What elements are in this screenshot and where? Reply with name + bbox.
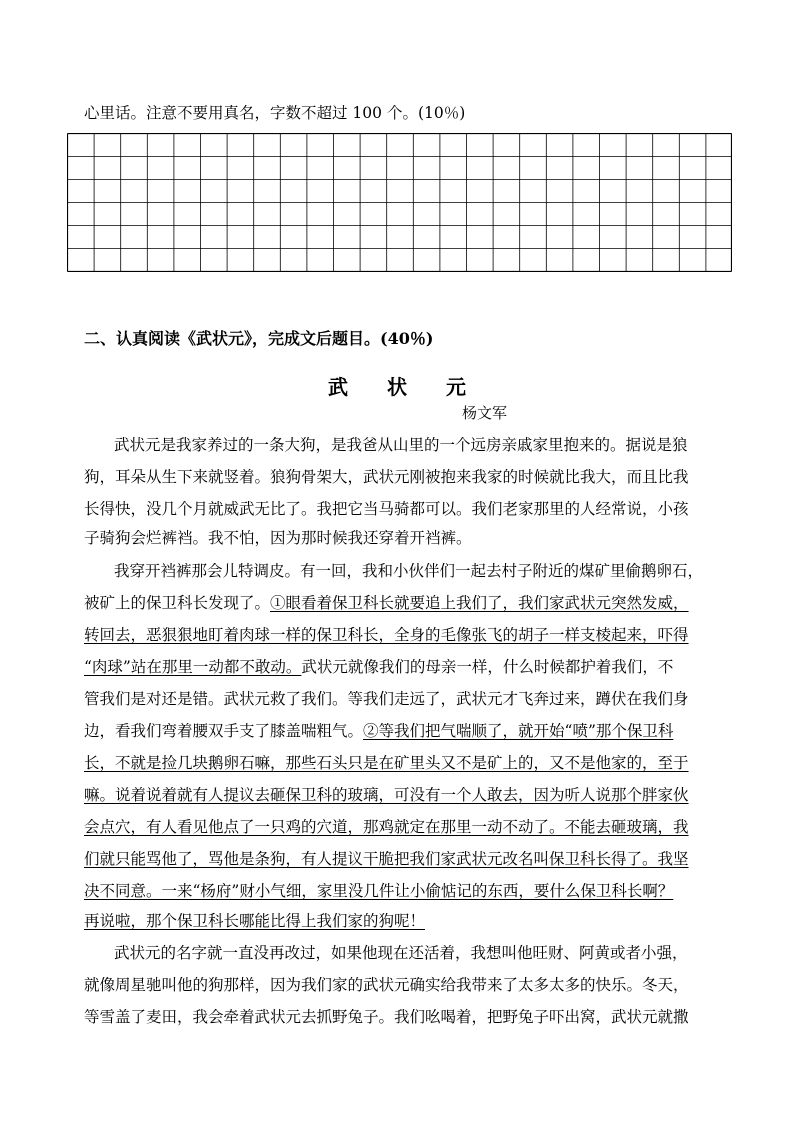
article-author: 杨文军 — [462, 404, 508, 422]
underlined-passage-2: 决不同意。一来“杨府”财小气细，家里没几件让小偷惦记的东西，要什么保卫科长啊？ — [84, 882, 674, 900]
underlined-passage-1: “肉球”站在那里一动都不敢动。 — [84, 658, 302, 676]
paragraph-line: 武状元的名字就一直没再改过，如果他现在还活着，我想叫他旺财、阿黄或者小强， — [114, 944, 688, 962]
writing-grid[interactable] — [67, 133, 732, 272]
section-heading: 二、认真阅读《武状元》，完成文后题目。(40％) — [84, 329, 434, 348]
paragraph-line: 武状元是我家养过的一条大狗，是我爸从山里的一个远房亲戚家里抱来的。据说是狼 — [114, 436, 688, 454]
article-title: 武 状 元 — [328, 375, 482, 399]
underlined-passage-2: 会点穴，有人看见他点了一只鸡的穴道，那鸡就定在那里一动不动了。不能去砸玻璃，我 — [84, 818, 689, 836]
underlined-passage-2: ②等我们把气喘顺了，就开始“喷”那个保卫科 — [363, 722, 674, 740]
underlined-passage-1: 转回去，恶狠狠地盯着肉球一样的保卫科长，全身的毛像张飞的胡子一样支棱起来，吓得 — [84, 626, 689, 644]
paragraph-line: 长得快，没几个月就威武无比了。我把它当马骑都可以。我们老家那里的人经常说，小孩 — [84, 500, 689, 518]
paragraph-line: 狗，耳朵从生下来就竖着。狼狗骨架大，武状元刚被抱来我家的时候就比我大，而且比我 — [84, 468, 689, 486]
paragraph-line — [84, 593, 724, 613]
paragraph-line — [84, 657, 724, 677]
paragraph-line: 我穿开裆裤那会儿特调皮。有一回，我和小伙伴们一起去村子附近的煤矿里偷鹅卵石， — [114, 562, 704, 580]
paragraph-line: 管我们是对还是错。武状元救了我们。等我们走远了，武状元才飞奔过来，蹲伏在我们身 — [84, 690, 689, 708]
underlined-passage-2: 再说啦，那个保卫科长哪能比得上我们家的狗呢！ — [84, 912, 426, 930]
text-segment: 边，看我们弯着腰双手支了膝盖喘粗气。 — [84, 722, 364, 740]
paragraph-line: 子骑狗会烂裤裆。我不怕，因为那时候我还穿着开裆裤。 — [84, 529, 472, 547]
paragraph-line: 等雪盖了麦田，我会牵着武状元去抓野兔子。我们吆喝着，把野兔子吓出窝，武状元就撒 — [84, 1008, 689, 1026]
paragraph-line — [84, 721, 724, 741]
underlined-passage-2: 长，不就是捡几块鹅卵石嘛，那些石头只是在矿里头又不是矿上的，又不是他家的，至于 — [84, 754, 689, 772]
underlined-passage-2: 嘛。说着说着就有人提议去砸保卫科的玻璃，可没有一个人敢去，因为听人说那个胖家伙 — [84, 786, 689, 804]
underlined-passage-1: ①眼看着保卫科长就要追上我们了，我们家武状元突然发威， — [270, 594, 689, 612]
paragraph-line: 就像周星驰叫他的狗那样，因为我们家的武状元确实给我带来了太多太多的快乐。冬天， — [84, 976, 689, 994]
underlined-passage-2: 们就只能骂他了，骂他是条狗，有人提议干脆把我们家武状元改名叫保卫科长得了。我坚 — [84, 850, 689, 868]
text-segment: 被矿上的保卫科长发现了。 — [84, 594, 271, 612]
text-segment: 武状元就像我们的母亲一样，什么时候都护着我们，不 — [301, 658, 674, 676]
intro-instruction: 心里话。注意不要用真名，字数不超过 100 个。(10％) — [84, 104, 466, 122]
